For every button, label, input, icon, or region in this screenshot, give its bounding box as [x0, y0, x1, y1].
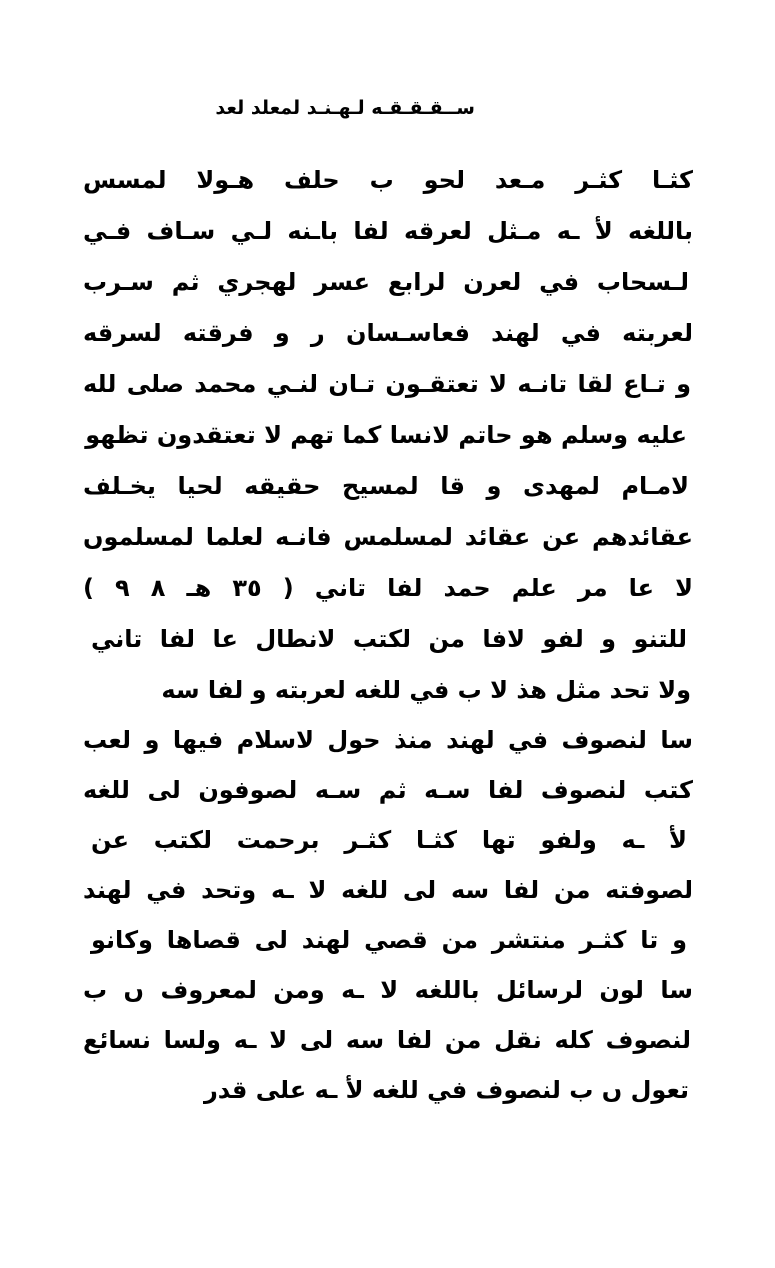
text-line: سا لنصوف في لهند منذ حول لاسلام فيها و لعب	[83, 726, 693, 754]
text-line: لا عا مر علم حمد لفا تاني ( ٣٥ هـ ٨ ٩ )	[83, 574, 693, 602]
paragraph-2	[83, 715, 693, 1115]
text-line: ولا تحد مثل هذ لا ب في للغه لعربته و لفا سه	[161, 676, 691, 704]
text-line: لنصوف كله نقل من لفا سه لى لا ـه ولسا نسائع	[83, 1026, 691, 1054]
text-line: لعربته في لهند فعاسـسان ر و فرقته لسرقه	[83, 319, 693, 347]
text-line: لـسحاب في لعرن لرابع عسر لهجري ثم سـرب	[83, 268, 689, 296]
text-line: لصوفته من لفا سه لى للغه لا ـه وتحد في لهند	[83, 876, 693, 904]
text-line: للتنو و لفو لافا من لكتب لانطال عا لفا تاني	[91, 625, 687, 653]
text-line: تعول ں ب لنصوف في للغه لأ ـه على قدر	[203, 1076, 689, 1104]
text-line: عليه وسلم هو حاتم لانسا كما تهم لا تعتقدون تظهو	[85, 421, 687, 449]
text-line: لأ ـه ولفو تها كثـا كثـر برحمت لكتب عن	[91, 826, 687, 854]
text-line: و تـاع لقا تانـه لا تعتقـون تـان لنـي محمد صلى لله	[83, 370, 691, 398]
running-header: ســقـقـقـه لـهـنـد لمعلد لعد	[215, 97, 475, 119]
text-line: كتب لنصوف لفا سـه ثم سـه لصوفون لى للغه	[83, 776, 693, 804]
text-line: سا لون لرسائل باللغه لا ـه ومن لمعروف ں ب	[83, 976, 693, 1004]
text-line: كثـا كثـر مـعد لحو ب حلف هـولا لمسس	[83, 166, 693, 194]
text-line: لامـام لمهدى و قا لمسيح حقيقه لحيا يخـلف	[83, 472, 689, 500]
text-line: باللغه لأ ـه مـثل لعرقه لفا باـنه لـي سـاف فـي	[83, 217, 693, 245]
text-line: عقائدهم عن عقائد لمسلمس فانـه لعلما لمسلموں	[83, 523, 693, 551]
paragraph-1	[83, 155, 693, 716]
text-line: و تا كثـر منتشر من قصي لهند لى قصاها وكانو	[91, 926, 687, 954]
